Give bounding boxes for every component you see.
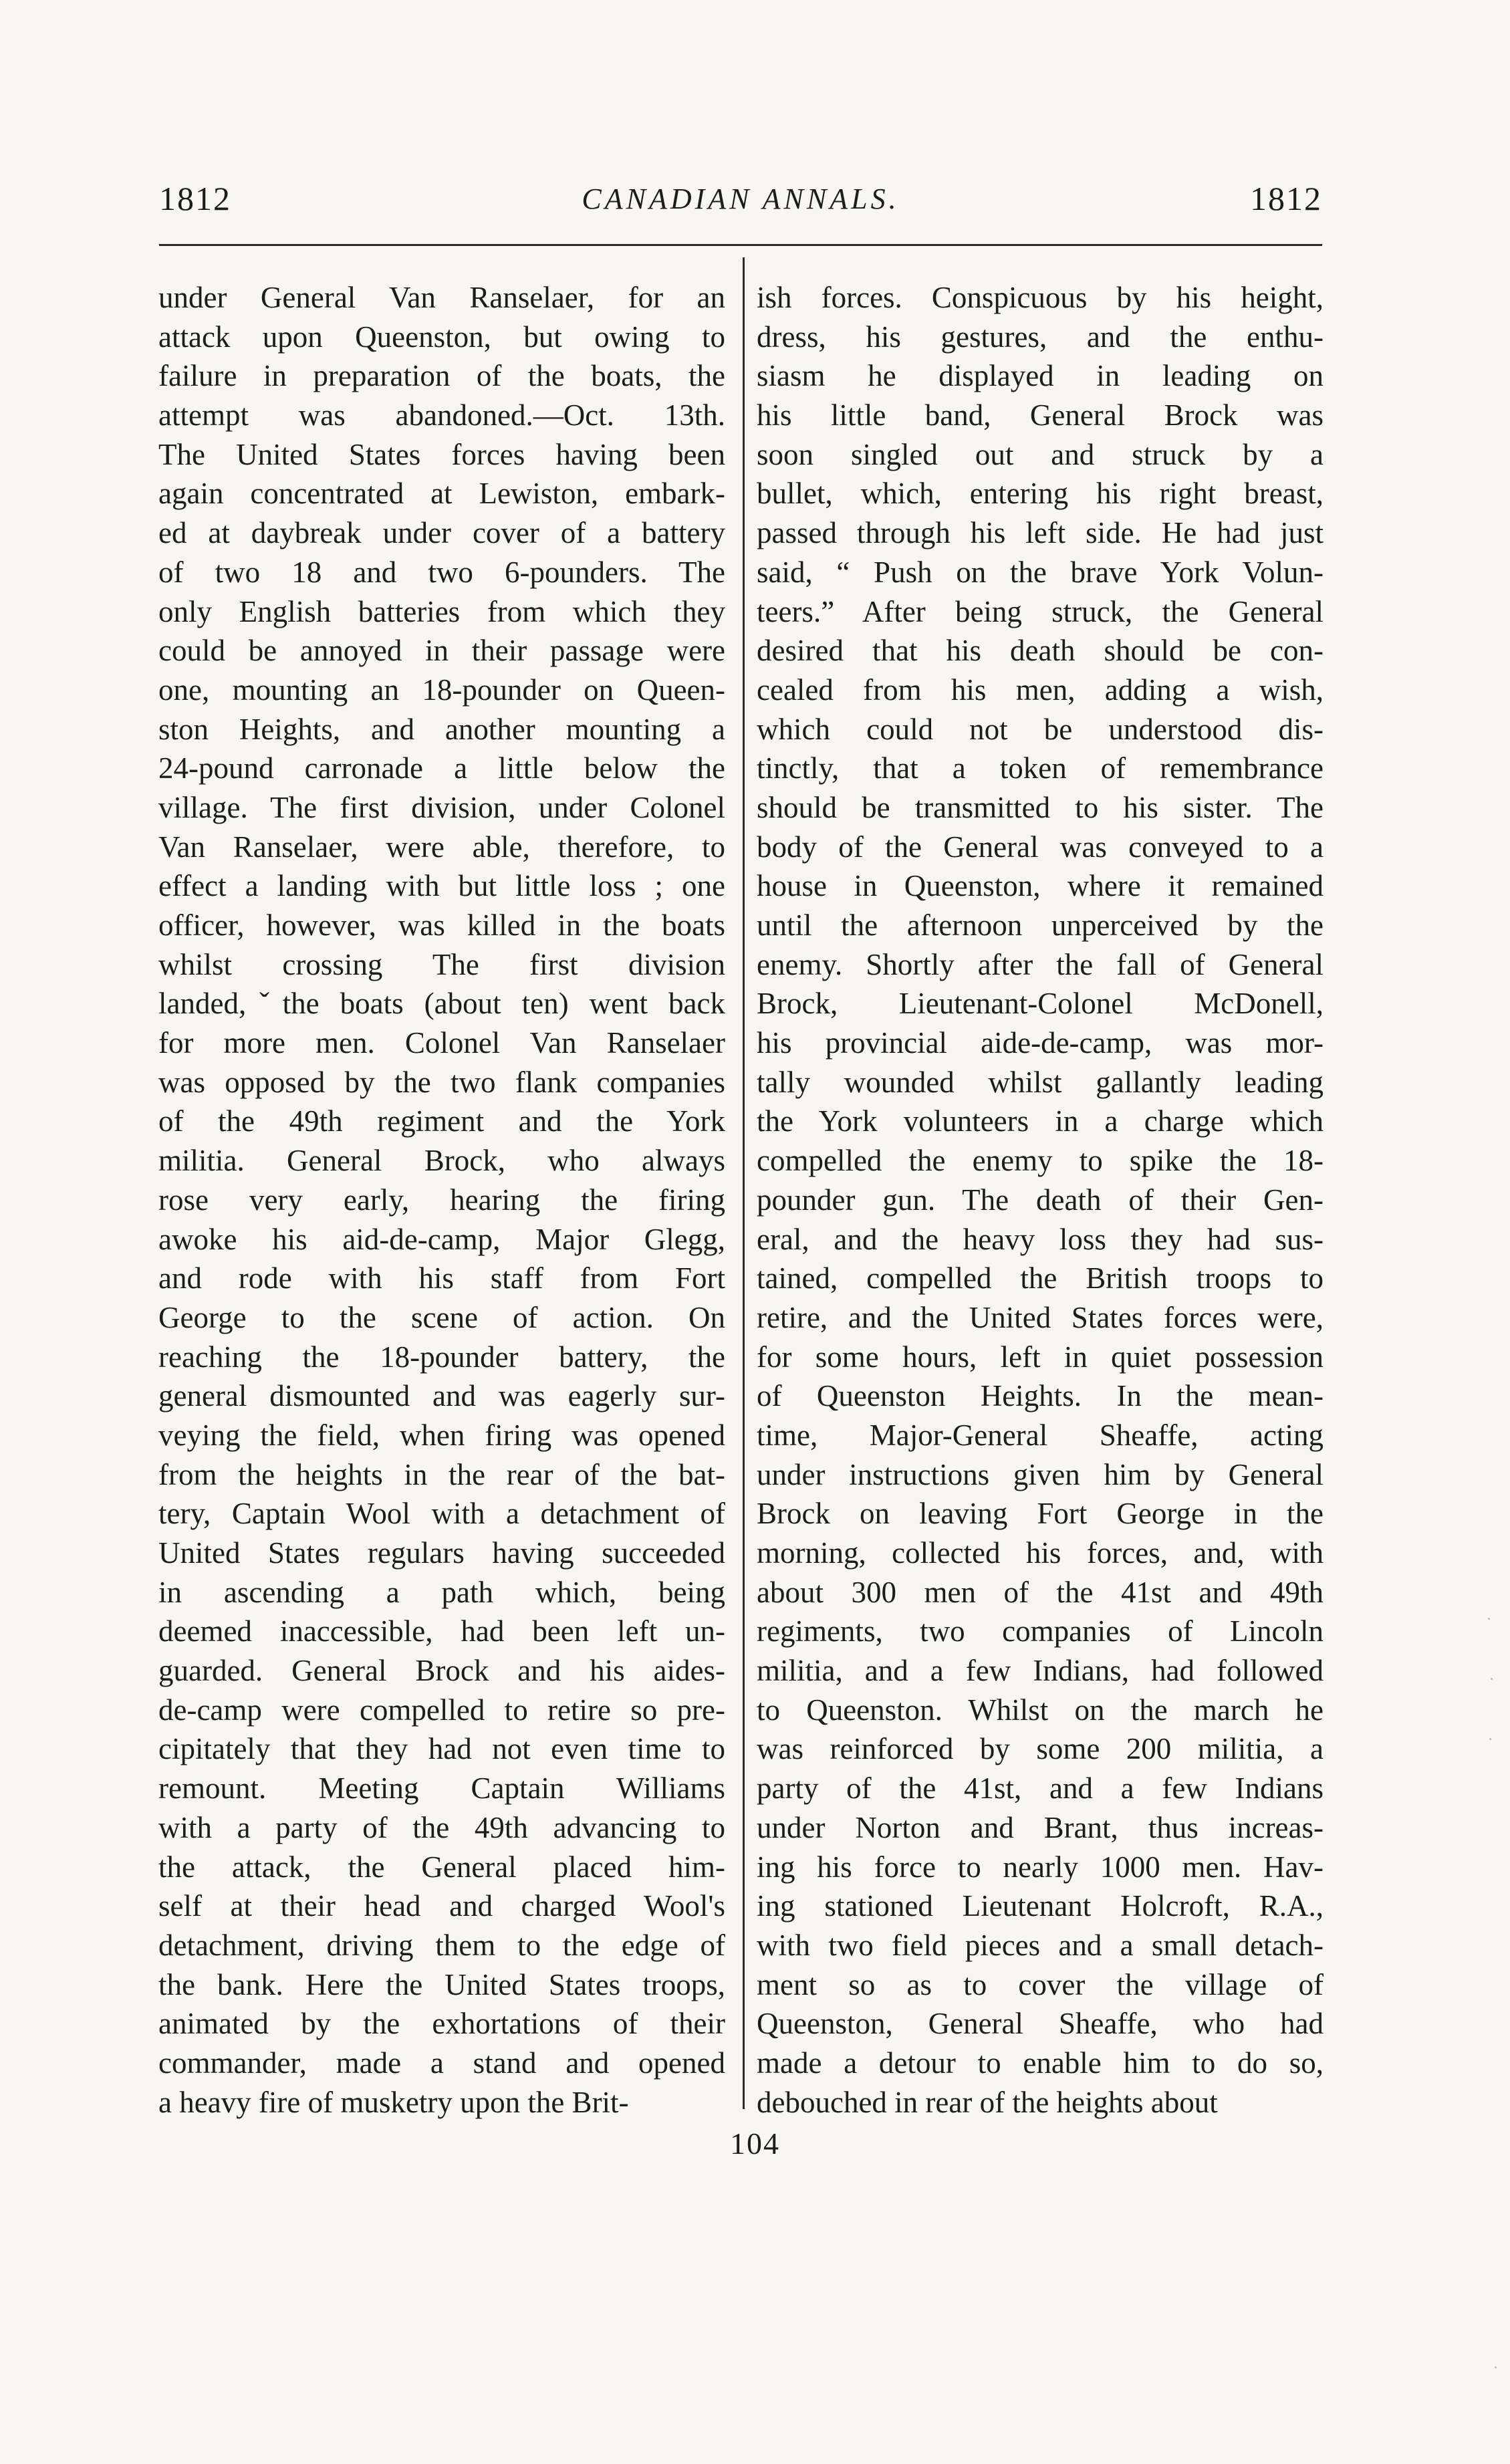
text-line: de-camp were compelled to retire so pre-: [158, 1693, 725, 1727]
text-line: one, mounting an 18-pounder on Queen-: [158, 672, 725, 707]
text-line: village. The first division, under Colonel: [158, 790, 725, 824]
text-line: with a party of the 49th advancing to: [158, 1810, 725, 1844]
text-line: bullet, which, entering his right breast,: [757, 477, 1324, 511]
text-line: for some hours, left in quiet possession: [757, 1340, 1324, 1374]
text-line: house in Queenston, where it remained: [757, 869, 1324, 903]
text-line: was reinforced by some 200 militia, a: [757, 1732, 1324, 1766]
text-line: dress, his gestures, and the enthu-: [757, 320, 1324, 354]
running-title: CANADIAN ANNALS.: [582, 182, 900, 215]
text-line: failure in preparation of the boats, the: [158, 359, 725, 393]
text-line: tained, compelled the British troops to: [757, 1261, 1324, 1296]
text-line: said, “ Push on the brave York Volun-: [757, 555, 1324, 589]
text-line: general dismounted and was eagerly sur-: [158, 1379, 725, 1413]
text-line: attack upon Queenston, but owing to: [158, 320, 725, 354]
text-line: his little band, General Brock was: [757, 398, 1324, 433]
text-line: and rode with his staff from Fort: [158, 1261, 725, 1296]
text-line: under instructions given him by General: [757, 1457, 1324, 1491]
text-line: eral, and the heavy loss they had sus-: [757, 1222, 1324, 1256]
text-line: under Norton and Brant, thus increas-: [757, 1810, 1324, 1844]
text-line: George to the scene of action. On: [158, 1300, 725, 1334]
text-line: militia. General Brock, who always: [158, 1144, 725, 1178]
text-line: tery, Captain Wool with a detachment of: [158, 1497, 725, 1531]
text-line: United States regulars having succeeded: [158, 1536, 725, 1570]
text-line: The United States forces having been: [158, 437, 725, 471]
text-line: which could not be understood dis-: [757, 712, 1324, 746]
text-line: of the 49th regiment and the York: [158, 1104, 725, 1138]
text-line: should be transmitted to his sister. The: [757, 790, 1324, 824]
text-line: passed through his left side. He had just: [757, 516, 1324, 550]
text-line: of Queenston Heights. In the mean-: [757, 1379, 1324, 1413]
text-line: landed,ˇthe boats (about ten) went back: [158, 987, 725, 1021]
text-line: Queenston, General Sheaffe, who had: [757, 2007, 1324, 2041]
text-line: awoke his aid-de-camp, Major Glegg,: [158, 1222, 725, 1256]
text-line: morning, collected his forces, and, with: [757, 1536, 1324, 1570]
text-line: cealed from his men, adding a wish,: [757, 672, 1324, 707]
text-line: ish forces. Conspicuous by his height,: [757, 281, 1324, 314]
text-line: compelled the enemy to spike the 18-: [757, 1144, 1324, 1178]
text-line: the attack, the General placed him-: [158, 1850, 725, 1884]
text-line: of two 18 and two 6-pounders. The: [158, 555, 725, 589]
text-line: ing his force to nearly 1000 men. Hav-: [757, 1850, 1324, 1884]
text-line: his provincial aide-de-camp, was mor-: [757, 1026, 1324, 1060]
text-line: could be annoyed in their passage were: [158, 634, 725, 668]
text-line: to Queenston. Whilst on the march he: [757, 1693, 1324, 1727]
text-line: a heavy fire of musketry upon the Brit-: [158, 2085, 629, 2119]
text-line: teers.” After being struck, the General: [757, 594, 1324, 628]
text-line: self at their head and charged Wool's: [158, 1889, 725, 1923]
text-line: pounder gun. The death of their Gen-: [757, 1183, 1324, 1217]
left-column: [158, 278, 725, 2122]
text-line: effect a landing with but little loss ; one: [158, 869, 725, 903]
column-divider: [743, 257, 745, 2109]
text-line: the bank. Here the United States troops,: [158, 1967, 725, 2001]
text-line: siasm he displayed in leading on: [757, 359, 1324, 393]
text-line: reaching the 18-pounder battery, the: [158, 1340, 725, 1374]
text-line: Brock, Lieutenant-Colonel McDonell,: [757, 987, 1324, 1021]
text-line: from the heights in the rear of the bat-: [158, 1457, 725, 1491]
text-line: ment so as to cover the village of: [757, 1967, 1324, 2001]
text-line: desired that his death should be con-: [757, 634, 1324, 668]
text-line: 24-pound carronade a little below the: [158, 751, 725, 785]
scan-speck: [1495, 2366, 1497, 2368]
text-line: remount. Meeting Captain Williams: [158, 1771, 725, 1806]
header-rule: [159, 244, 1322, 246]
page-number: 104: [730, 2126, 780, 2161]
text-line: again concentrated at Lewiston, embark-: [158, 477, 725, 511]
text-line: about 300 men of the 41st and 49th: [757, 1575, 1324, 1609]
text-line: animated by the exhortations of their: [158, 2007, 725, 2041]
text-line: made a detour to enable him to do so,: [757, 2046, 1324, 2080]
text-line: time, Major-General Sheaffe, acting: [757, 1418, 1324, 1452]
text-line: ing stationed Lieutenant Holcroft, R.A.,: [757, 1889, 1324, 1923]
text-line: deemed inaccessible, had been left un-: [158, 1614, 725, 1648]
text-line: with two field pieces and a small detach-: [757, 1928, 1324, 1962]
text-line: Van Ranselaer, were able, therefore, to: [158, 830, 725, 864]
text-line: rose very early, hearing the firing: [158, 1183, 725, 1217]
text-line: militia, and a few Indians, had followed: [757, 1654, 1324, 1688]
text-line: commander, made a stand and opened: [158, 2046, 725, 2080]
header-year-left: 1812: [159, 180, 231, 217]
text-line: body of the General was conveyed to a: [757, 830, 1324, 864]
scan-speck: [1489, 1738, 1491, 1740]
text-line: ston Heights, and another mounting a: [158, 712, 725, 746]
text-line: regiments, two companies of Lincoln: [757, 1614, 1324, 1648]
text-line: Brock on leaving Fort George in the: [757, 1497, 1324, 1531]
text-line: whilst crossing The first division: [158, 947, 725, 981]
header-year-right: 1812: [1250, 180, 1322, 217]
text-line: tally wounded whilst gallantly leading: [757, 1065, 1324, 1099]
text-line: retire, and the United States forces were,: [757, 1300, 1324, 1334]
text-line: for more men. Colonel Van Ranselaer: [158, 1026, 725, 1060]
text-line: party of the 41st, and a few Indians: [757, 1771, 1324, 1806]
text-line: until the afternoon unperceived by the: [757, 908, 1324, 942]
text-line: soon singled out and struck by a: [757, 437, 1324, 471]
text-line: cipitately that they had not even time to: [158, 1732, 725, 1766]
text-line: officer, however, was killed in the boats: [158, 908, 725, 942]
running-head: [159, 179, 1322, 233]
text-line: enemy. Shortly after the fall of General: [757, 947, 1324, 981]
scan-speck: [1491, 1678, 1493, 1680]
text-line: guarded. General Brock and his aides-: [158, 1654, 725, 1688]
scan-speck: [1488, 1618, 1490, 1620]
text-line: in ascending a path which, being: [158, 1575, 725, 1609]
text-line: under General Van Ranselaer, for an: [158, 281, 725, 314]
text-line: veying the field, when firing was opened: [158, 1418, 725, 1452]
text-line: attempt was abandoned.—Oct. 13th.: [158, 398, 725, 433]
text-line: the York volunteers in a charge which: [757, 1104, 1324, 1138]
text-line: tinctly, that a token of remembrance: [757, 751, 1324, 785]
text-line: only English batteries from which they: [158, 594, 725, 628]
right-column: [757, 278, 1324, 2122]
text-line: ed at daybreak under cover of a battery: [158, 516, 725, 550]
text-line: was opposed by the two flank companies: [158, 1065, 725, 1099]
text-line: debouched in rear of the heights about: [757, 2085, 1218, 2119]
text-line: detachment, driving them to the edge of: [158, 1928, 725, 1962]
